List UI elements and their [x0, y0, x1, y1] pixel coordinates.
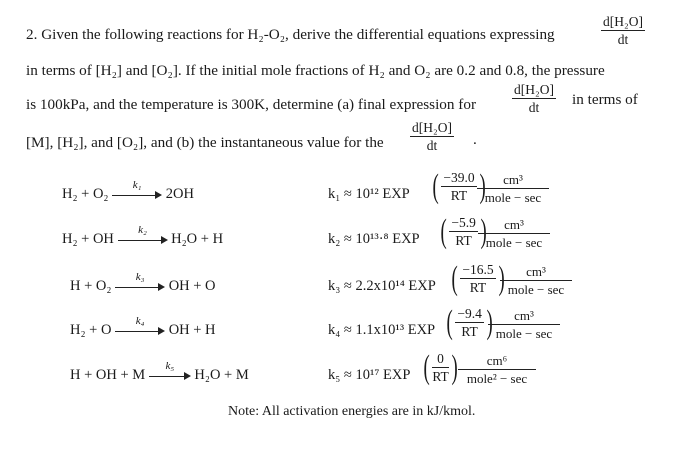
reaction-arrow [118, 223, 168, 247]
units-5 [458, 353, 536, 386]
reaction-arrow [115, 314, 165, 338]
activation-numerator: −9.4 [457, 306, 482, 321]
units-numerator: cm³ [500, 264, 572, 281]
right-paren: ) [451, 348, 458, 386]
activation-numerator: −16.5 [462, 262, 494, 277]
rate-constant-label: k₅ [165, 359, 175, 372]
left-paren: ( [423, 348, 430, 386]
derivative-numerator: d[H₂O] [603, 14, 643, 29]
left-paren: ( [446, 303, 453, 341]
reaction-lhs: H + O₂ [70, 278, 112, 294]
right-paren: ) [480, 212, 487, 250]
left-paren: ( [440, 212, 447, 250]
units-3 [498, 259, 572, 297]
activation-fraction [441, 170, 476, 203]
exp-argument-3 [449, 259, 507, 297]
reaction-rhs: 2OH [165, 186, 194, 202]
units-1 [477, 167, 549, 205]
left-paren: ( [451, 259, 458, 297]
activation-fraction [455, 306, 484, 339]
derivative-numerator: d[H₂O] [412, 120, 452, 135]
activation-denominator: RT [450, 188, 468, 203]
activation-energy-note: Note: All activation energies are in kJ/kmol. [228, 404, 476, 419]
rate-expression-2: k₂ ≈ 10¹³·⁸ EXP [328, 231, 420, 247]
units-denominator: mole − sec [485, 235, 543, 250]
rate-constant-label: k₂ [138, 223, 147, 236]
rate-constant-label: k₁ [132, 178, 142, 191]
reaction-rhs: H₂O + M [194, 367, 249, 383]
problem-line-1: 2. Given the following reactions for H₂-O₂, derive the differential equations expressing [26, 26, 555, 43]
activation-denominator: RT [469, 280, 487, 295]
exp-argument-5 [421, 348, 460, 386]
problem-line-4-period: . [473, 131, 477, 148]
rate-expression-5: k₅ ≈ 10¹⁷ EXP [328, 367, 411, 383]
units-denominator: mole² − sec [466, 371, 528, 386]
activation-numerator: 0 [432, 351, 448, 368]
reaction-lhs: H₂ + O₂ [62, 186, 109, 202]
derivative-fraction-2 [512, 82, 556, 115]
activation-fraction [460, 262, 495, 295]
derivative-numerator: d[H₂O] [514, 82, 554, 97]
reaction-rhs: OH + H [168, 322, 216, 338]
units-numerator: cm³ [488, 308, 560, 325]
activation-numerator: −5.9 [451, 215, 476, 230]
rate-expression-3: k₃ ≈ 2.2x10¹⁴ EXP [328, 278, 436, 294]
derivative-fraction-1 [601, 14, 645, 47]
activation-fraction [432, 351, 448, 384]
right-paren: ) [479, 167, 486, 205]
units-2 [478, 212, 550, 250]
left-paren: ( [432, 167, 439, 205]
derivative-denominator: dt [528, 100, 540, 115]
derivative-fraction-3 [410, 120, 454, 153]
rate-constant-label: k₄ [135, 314, 145, 327]
rate-expression-4: k₄ ≈ 1.1x10¹³ EXP [328, 322, 436, 338]
activation-numerator: −39.0 [443, 170, 475, 185]
problem-line-4: [M], [H₂], and [O₂], and (b) the instantaneous value for the [26, 134, 384, 151]
reaction-1 [62, 178, 194, 203]
reaction-arrow [112, 178, 162, 202]
reaction-arrow [149, 359, 191, 383]
reaction-rhs: H₂O + H [171, 231, 224, 247]
units-numerator: cm⁶ [458, 353, 536, 370]
reaction-arrow [115, 270, 165, 294]
right-paren: ) [498, 259, 505, 297]
rate-expression-1: k₁ ≈ 10¹² EXP [328, 186, 410, 202]
problem-line-2: in terms of [H₂] and [O₂]. If the initial mole fractions of H₂ and O₂ are 0.2 and 0.8, the pressure [26, 62, 605, 79]
reaction-3 [70, 270, 216, 295]
units-denominator: mole − sec [484, 190, 542, 205]
reaction-lhs: H₂ + OH [62, 231, 114, 247]
derivative-denominator: dt [426, 138, 438, 153]
right-paren: ) [486, 303, 493, 341]
units-denominator: mole − sec [507, 282, 565, 297]
reaction-rhs: OH + O [168, 278, 216, 294]
reaction-lhs: H + OH + M [70, 367, 146, 383]
units-denominator: mole − sec [495, 326, 553, 341]
units-numerator: cm³ [477, 172, 549, 189]
reaction-5 [70, 359, 249, 384]
derivative-denominator: dt [617, 32, 629, 47]
activation-fraction [449, 215, 478, 248]
activation-denominator: RT [432, 369, 449, 384]
activation-denominator: RT [461, 324, 478, 339]
problem-line-3-tail: in terms of [572, 91, 638, 108]
units-4 [486, 303, 560, 341]
reaction-4 [70, 314, 216, 339]
units-numerator: cm³ [478, 217, 550, 234]
problem-line-3: is 100kPa, and the temperature is 300K, determine (a) final expression for [26, 96, 477, 113]
activation-denominator: RT [455, 233, 472, 248]
rate-constant-label: k₃ [135, 270, 145, 283]
reaction-lhs: H₂ + O [70, 322, 112, 338]
reaction-2 [62, 223, 224, 248]
